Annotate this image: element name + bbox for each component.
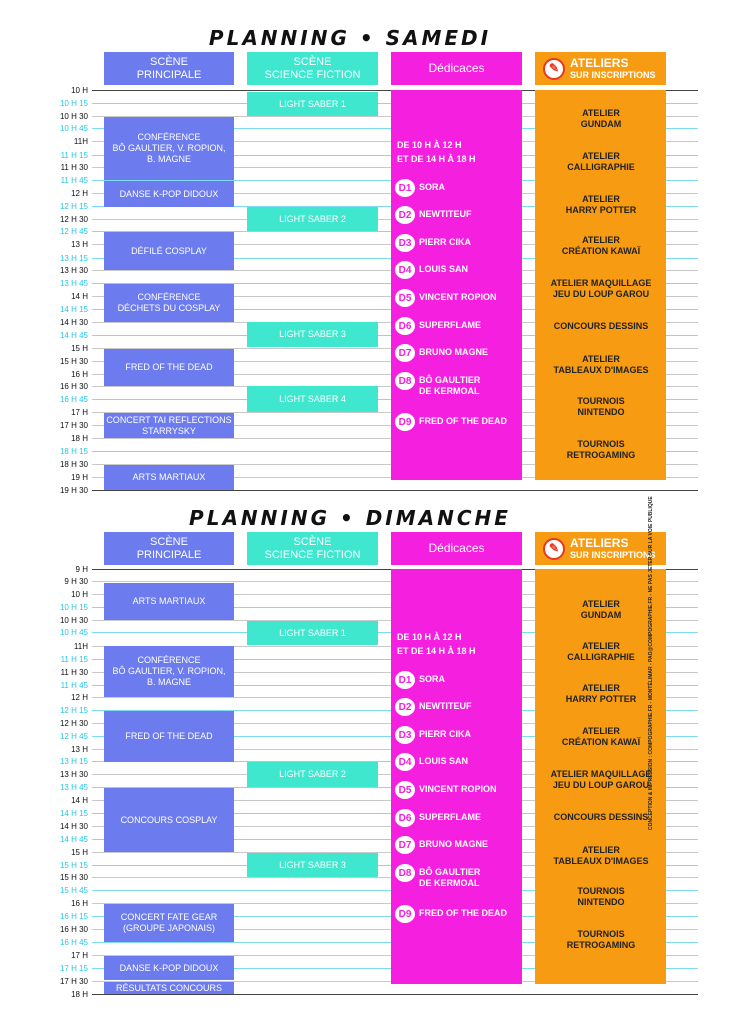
dedicace-item[interactable] [395,753,468,771]
time-label: 16 H 30 [59,925,88,934]
dedicace-item[interactable] [395,905,507,923]
main-event[interactable] [104,583,234,620]
dedicace-item[interactable] [395,836,488,854]
atelier-line2: TABLEAUX D'IMAGES [553,365,649,375]
main-event[interactable] [104,232,234,270]
atelier-line1: TOURNOIS [577,396,625,406]
dedicace-name [419,905,507,919]
time-label: 16 H [71,899,88,908]
atelier-line1: ATELIER [582,845,620,855]
time-label: 11 H 30 [60,163,88,172]
main-event[interactable] [104,904,234,942]
pen-icon: ✎ [543,58,565,80]
time-label: 16 H 45 [59,938,88,947]
dedicace-name-line1: SUPERFLAME [419,812,482,822]
dedicace-badge: D3 [395,234,415,252]
atelier-line1: TOURNOIS [577,886,625,896]
dedicace-name-line1: NEWTITEUF [419,209,472,219]
atelier-line2: CALLIGRAPHIE [567,652,635,662]
main-event[interactable] [104,788,234,852]
dedicace-name [419,698,472,712]
sf-event[interactable]: LIGHT SABER 3 [247,322,378,347]
dedicace-hours [397,630,476,658]
main-event[interactable] [104,284,234,322]
dedicace-name [419,234,471,248]
header-dedicaces-label: Dédicaces [428,541,485,555]
main-event-line: CONCERT FATE GEAR [120,912,218,922]
atelier-line2: CRÉATION KAWAÏ [561,246,641,256]
time-label: 12 H [71,693,88,702]
atelier-line1: TOURNOIS [577,439,625,449]
time-label: 13 H 15 [59,757,88,766]
time-label: 14 H [71,292,88,301]
dedicace-name [419,781,497,795]
atelier-line1: ATELIER [582,108,620,118]
dedicace-name [419,726,471,740]
time-label: 10 H 30 [59,112,88,121]
dedicace-badge: D4 [395,261,415,279]
dedicace-name [419,671,445,685]
main-event-line: FRED OF THE DEAD [125,731,213,741]
main-event-line: RÉSULTATS CONCOURS [115,982,222,993]
dedicace-badge: D5 [395,781,415,799]
atelier-line2: NINTENDO [577,407,625,417]
dedicace-hours-line2: ET DE 14 H À 18 H [397,154,476,164]
atelier-line1: CONCOURS DESSINS [553,812,649,822]
dedicace-item[interactable] [395,372,480,397]
atelier-line1: ATELIER MAQUILLAGE [550,278,652,288]
time-label: 17 H 30 [59,977,88,986]
main-event[interactable] [104,711,234,762]
header-ateliers [535,532,666,565]
dedicace-name [419,261,468,275]
time-label: 19 H [71,473,88,482]
grid-line [92,994,698,995]
atelier-line1: ATELIER [582,151,620,161]
main-event-line: B. MAGNE [146,677,191,687]
time-label: 18 H [71,434,88,443]
time-label: 14 H [71,796,88,805]
time-label: 18 H 15 [59,447,88,456]
time-label: 18 H [71,990,88,999]
main-event[interactable] [104,117,234,180]
atelier-line1: ATELIER [582,599,620,609]
header-main-line1: SCÈNE [150,55,188,68]
time-label: 11 H 30 [60,668,88,677]
atelier-line2: CALLIGRAPHIE [567,162,635,172]
atelier-line2: GUNDAM [580,119,622,129]
atelier-line1: ATELIER [582,683,620,693]
dedicace-badge: D7 [395,836,415,854]
time-label: 14 H 45 [59,835,88,844]
dedicace-name-line1: BÔ GAULTIER [419,867,481,877]
time-label: 15 H 15 [59,861,88,870]
dedicace-name-line2: DE KERMOAL [419,878,480,888]
atelier-line1: ATELIER [582,235,620,245]
main-event-line: CONCERT TAI REFLECTIONS [106,414,232,425]
dedicace-name-line1: SUPERFLAME [419,320,482,330]
time-label: 13 H 45 [59,279,88,288]
dedicace-badge: D6 [395,317,415,335]
dedicace-item[interactable] [395,206,472,224]
atelier-line1: ATELIER MAQUILLAGE [550,769,652,779]
dedicace-item[interactable] [395,289,497,307]
sf-event[interactable]: LIGHT SABER 1 [247,92,378,116]
main-event-line: DANSE K-POP DIDOUX [119,188,219,199]
time-label: 15 H 30 [59,357,88,366]
time-label: 10 H 30 [59,616,88,625]
time-label: 13 H 45 [59,783,88,792]
time-label: 12 H 15 [59,706,88,715]
dedicace-badge: D5 [395,289,415,307]
time-label: 14 H 15 [59,305,88,314]
dedicace-item[interactable] [395,179,445,197]
time-label: 15 H [71,344,88,353]
time-label: 11 H 15 [60,151,88,160]
time-label: 10 H 15 [59,603,88,612]
atelier-line2: TABLEAUX D'IMAGES [553,856,649,866]
main-event-line: CONFÉRENCE [137,132,201,142]
dedicace-name [419,753,468,767]
time-label: 12 H 30 [59,215,88,224]
time-label: 11 H 45 [60,681,88,690]
dedicace-name [419,344,488,358]
dedicace-name [419,836,488,850]
main-event[interactable] [104,413,234,438]
main-event-line: BÔ GAULTIER, V. ROPION, [112,666,226,676]
main-event-line: FRED OF THE DEAD [125,362,213,372]
dedicace-hours [397,138,476,166]
dedicace-item[interactable] [395,317,481,335]
pen-icon: ✎ [543,538,565,560]
atelier-line2: RETROGAMING [566,940,636,950]
atelier-item[interactable] [535,886,667,908]
header-dedicaces [391,532,522,565]
header-sf-line2: SCIENCE FICTION [264,68,361,81]
dedicace-name [419,179,445,193]
planning-title: PLANNING • DIMANCHE [189,506,511,530]
main-event-line: B. MAGNE [146,154,191,164]
time-label: 17 H 15 [59,964,88,973]
dedicace-name-line1: SORA [419,674,446,684]
dedicace-hours-line2: ET DE 14 H À 18 H [397,646,476,656]
time-label: 12 H [71,189,88,198]
grid-line [92,490,698,491]
atelier-line1: ATELIER [582,726,620,736]
time-label: 12 H 45 [59,227,88,236]
header-scene-principale [104,532,234,565]
sf-event[interactable]: LIGHT SABER 4 [247,386,378,412]
atelier-line2: CRÉATION KAWAÏ [561,737,641,747]
main-event-line: DÉFILÉ COSPLAY [131,245,207,256]
atelier-item[interactable] [535,929,667,951]
main-event[interactable] [104,181,234,207]
dedicace-name [419,864,480,889]
dedicace-name-line1: NEWTITEUF [419,701,472,711]
header-sf-line1: SCÈNE [293,55,332,68]
header-main-line2: PRINCIPALE [136,548,202,561]
credits: CONCEPTION & IMPRESSION : COMPOGRAPHIE.FR - MONTÉLIMAR - PAO@COMPOGRAPHIE.FR - NE PAS JETER SUR LA VOIE PUBLIQUE [648,496,654,830]
sf-event[interactable]: LIGHT SABER 2 [247,762,378,787]
atelier-line1: ATELIER [582,194,620,204]
time-label: 15 H [71,848,88,857]
time-label: 12 H 45 [59,732,88,741]
dedicace-name-line1: BRUNO MAGNE [419,347,488,357]
header-ateliers-line2: SUR INSCRIPTIONS [570,549,656,560]
time-label: 11H [73,137,88,146]
dedicace-item[interactable] [395,671,445,689]
header-ateliers-text [570,57,656,81]
header-main-line2: PRINCIPALE [136,68,202,81]
dedicace-name-line1: FRED OF THE DEAD [419,416,508,426]
time-label: 12 H 15 [59,202,88,211]
dedicace-name-line1: LOUIS SAN [419,264,469,274]
dedicace-item[interactable] [395,698,472,716]
dedicace-name [419,317,481,331]
dedicace-item[interactable] [395,726,471,744]
time-label: 16 H [71,370,88,379]
time-label: 14 H 30 [59,822,88,831]
time-label: 13 H [71,240,88,249]
dedicace-badge: D2 [395,698,415,716]
main-event-line: CONCOURS COSPLAY [120,814,218,825]
dedicace-name-line2: DE KERMOAL [419,386,480,396]
time-label: 11H [73,642,88,651]
header-scene-sf [247,532,378,565]
dedicace-item[interactable] [395,413,507,431]
time-label: 11 H 15 [60,655,88,664]
time-label: 13 H 30 [59,770,88,779]
dedicace-name-line1: VINCENT ROPION [419,784,497,794]
time-label: 17 H [71,951,88,960]
main-event-line: ARTS MARTIAUX [132,472,206,482]
time-label: 10 H 15 [59,99,88,108]
main-event[interactable] [104,956,234,980]
time-label: 14 H 15 [59,809,88,818]
dedicace-badge: D3 [395,726,415,744]
dedicace-name [419,372,480,397]
time-label: 9 H [75,565,88,574]
time-label: 14 H 30 [59,318,88,327]
atelier-line2: HARRY POTTER [565,694,637,704]
atelier-line2: JEU DU LOUP GAROU [552,780,650,790]
header-ateliers-line2: SUR INSCRIPTIONS [570,69,656,80]
dedicace-name-line1: PIERR CIKA [419,237,472,247]
time-label: 12 H 30 [59,719,88,728]
dedicace-hours-line1: DE 10 H À 12 H [397,632,462,642]
time-label: 16 H 45 [59,395,88,404]
time-label: 15 H 45 [59,886,88,895]
dedicace-name-line1: LOUIS SAN [419,756,469,766]
time-label: 14 H 45 [59,331,88,340]
main-event[interactable] [104,646,234,697]
dedicace-name-line1: SORA [419,182,446,192]
dedicace-name [419,289,497,303]
header-ateliers-line1: ATELIERS [570,55,629,70]
time-label: 13 H [71,745,88,754]
atelier-line2: RETROGAMING [566,450,636,460]
dedicace-badge: D1 [395,179,415,197]
dedicace-badge: D2 [395,206,415,224]
sf-event[interactable]: LIGHT SABER 2 [247,207,378,231]
header-scene-principale [104,52,234,85]
header-dedicaces [391,52,522,85]
dedicace-item[interactable] [395,781,497,799]
atelier-line2: GUNDAM [580,610,622,620]
atelier-line2: NINTENDO [577,897,625,907]
sf-event[interactable]: LIGHT SABER 1 [247,621,378,645]
time-label: 10 H [71,590,88,599]
time-label: 17 H 30 [59,421,88,430]
main-event-line: CONFÉRENCE [137,292,201,302]
main-event-line: DANSE K-POP DIDOUX [119,962,219,973]
header-ateliers-text [570,537,656,561]
dedicace-badge: D1 [395,671,415,689]
atelier-line1: CONCOURS DESSINS [553,321,649,331]
atelier-item[interactable] [535,845,667,867]
main-event-line: DÉCHETS DU COSPLAY [117,303,221,313]
time-label: 10 H 45 [59,628,88,637]
main-event[interactable] [104,465,234,490]
main-event-line: ARTS MARTIAUX [132,596,206,606]
dedicace-badge: D9 [395,413,415,431]
atelier-line1: ATELIER [582,354,620,364]
sf-event[interactable]: LIGHT SABER 3 [247,853,378,877]
main-event[interactable] [104,349,234,386]
dedicace-name-line1: BRUNO MAGNE [419,839,488,849]
time-label: 17 H [71,408,88,417]
time-label: 9 H 30 [64,577,88,586]
time-label: 19 H 30 [59,486,88,495]
header-ateliers-line1: ATELIERS [570,535,629,550]
dedicace-name-line1: BÔ GAULTIER [419,375,481,385]
dedicace-name [419,206,472,220]
time-label: 13 H 15 [59,254,88,263]
dedicace-item[interactable] [395,809,481,827]
header-ateliers [535,52,666,85]
dedicace-item[interactable] [395,234,471,252]
dedicace-badge: D8 [395,372,415,390]
time-label: 16 H 15 [59,912,88,921]
dedicace-badge: D6 [395,809,415,827]
header-dedicaces-label: Dédicaces [428,61,485,75]
main-event-line: STARRYSKY [142,425,196,436]
dedicace-badge: D7 [395,344,415,362]
dedicace-name [419,809,481,823]
header-main-line1: SCÈNE [150,535,188,548]
time-label: 10 H 45 [59,124,88,133]
dedicace-item[interactable] [395,261,468,279]
main-event-line: BÔ GAULTIER, V. ROPION, [112,143,226,153]
time-label: 10 H [71,86,88,95]
dedicace-badge: D4 [395,753,415,771]
time-label: 13 H 30 [59,266,88,275]
dedicace-name-line1: PIERR CIKA [419,729,472,739]
dedicace-name-line1: VINCENT ROPION [419,292,497,302]
header-sf-line2: SCIENCE FICTION [264,548,361,561]
dedicace-name [419,413,507,427]
time-label: 15 H 30 [59,873,88,882]
dedicace-badge: D9 [395,905,415,923]
atelier-line2: HARRY POTTER [565,205,637,215]
main-event-line: (GROUPE JAPONAIS) [122,923,215,933]
header-sf-line1: SCÈNE [293,535,332,548]
atelier-line1: ATELIER [582,641,620,651]
header-scene-sf [247,52,378,85]
planning-title: PLANNING • SAMEDI [208,26,492,50]
main-event-line: CONFÉRENCE [137,655,201,665]
dedicace-item[interactable] [395,864,480,889]
time-label: 11 H 45 [60,176,88,185]
main-event[interactable] [104,982,234,994]
dedicace-badge: D8 [395,864,415,882]
time-label: 18 H 30 [59,460,88,469]
time-label: 16 H 30 [59,382,88,391]
atelier-line2: JEU DU LOUP GAROU [552,289,650,299]
dedicace-item[interactable] [395,344,488,362]
atelier-line1: TOURNOIS [577,929,625,939]
dedicace-name-line1: FRED OF THE DEAD [419,908,508,918]
dedicace-hours-line1: DE 10 H À 12 H [397,140,462,150]
